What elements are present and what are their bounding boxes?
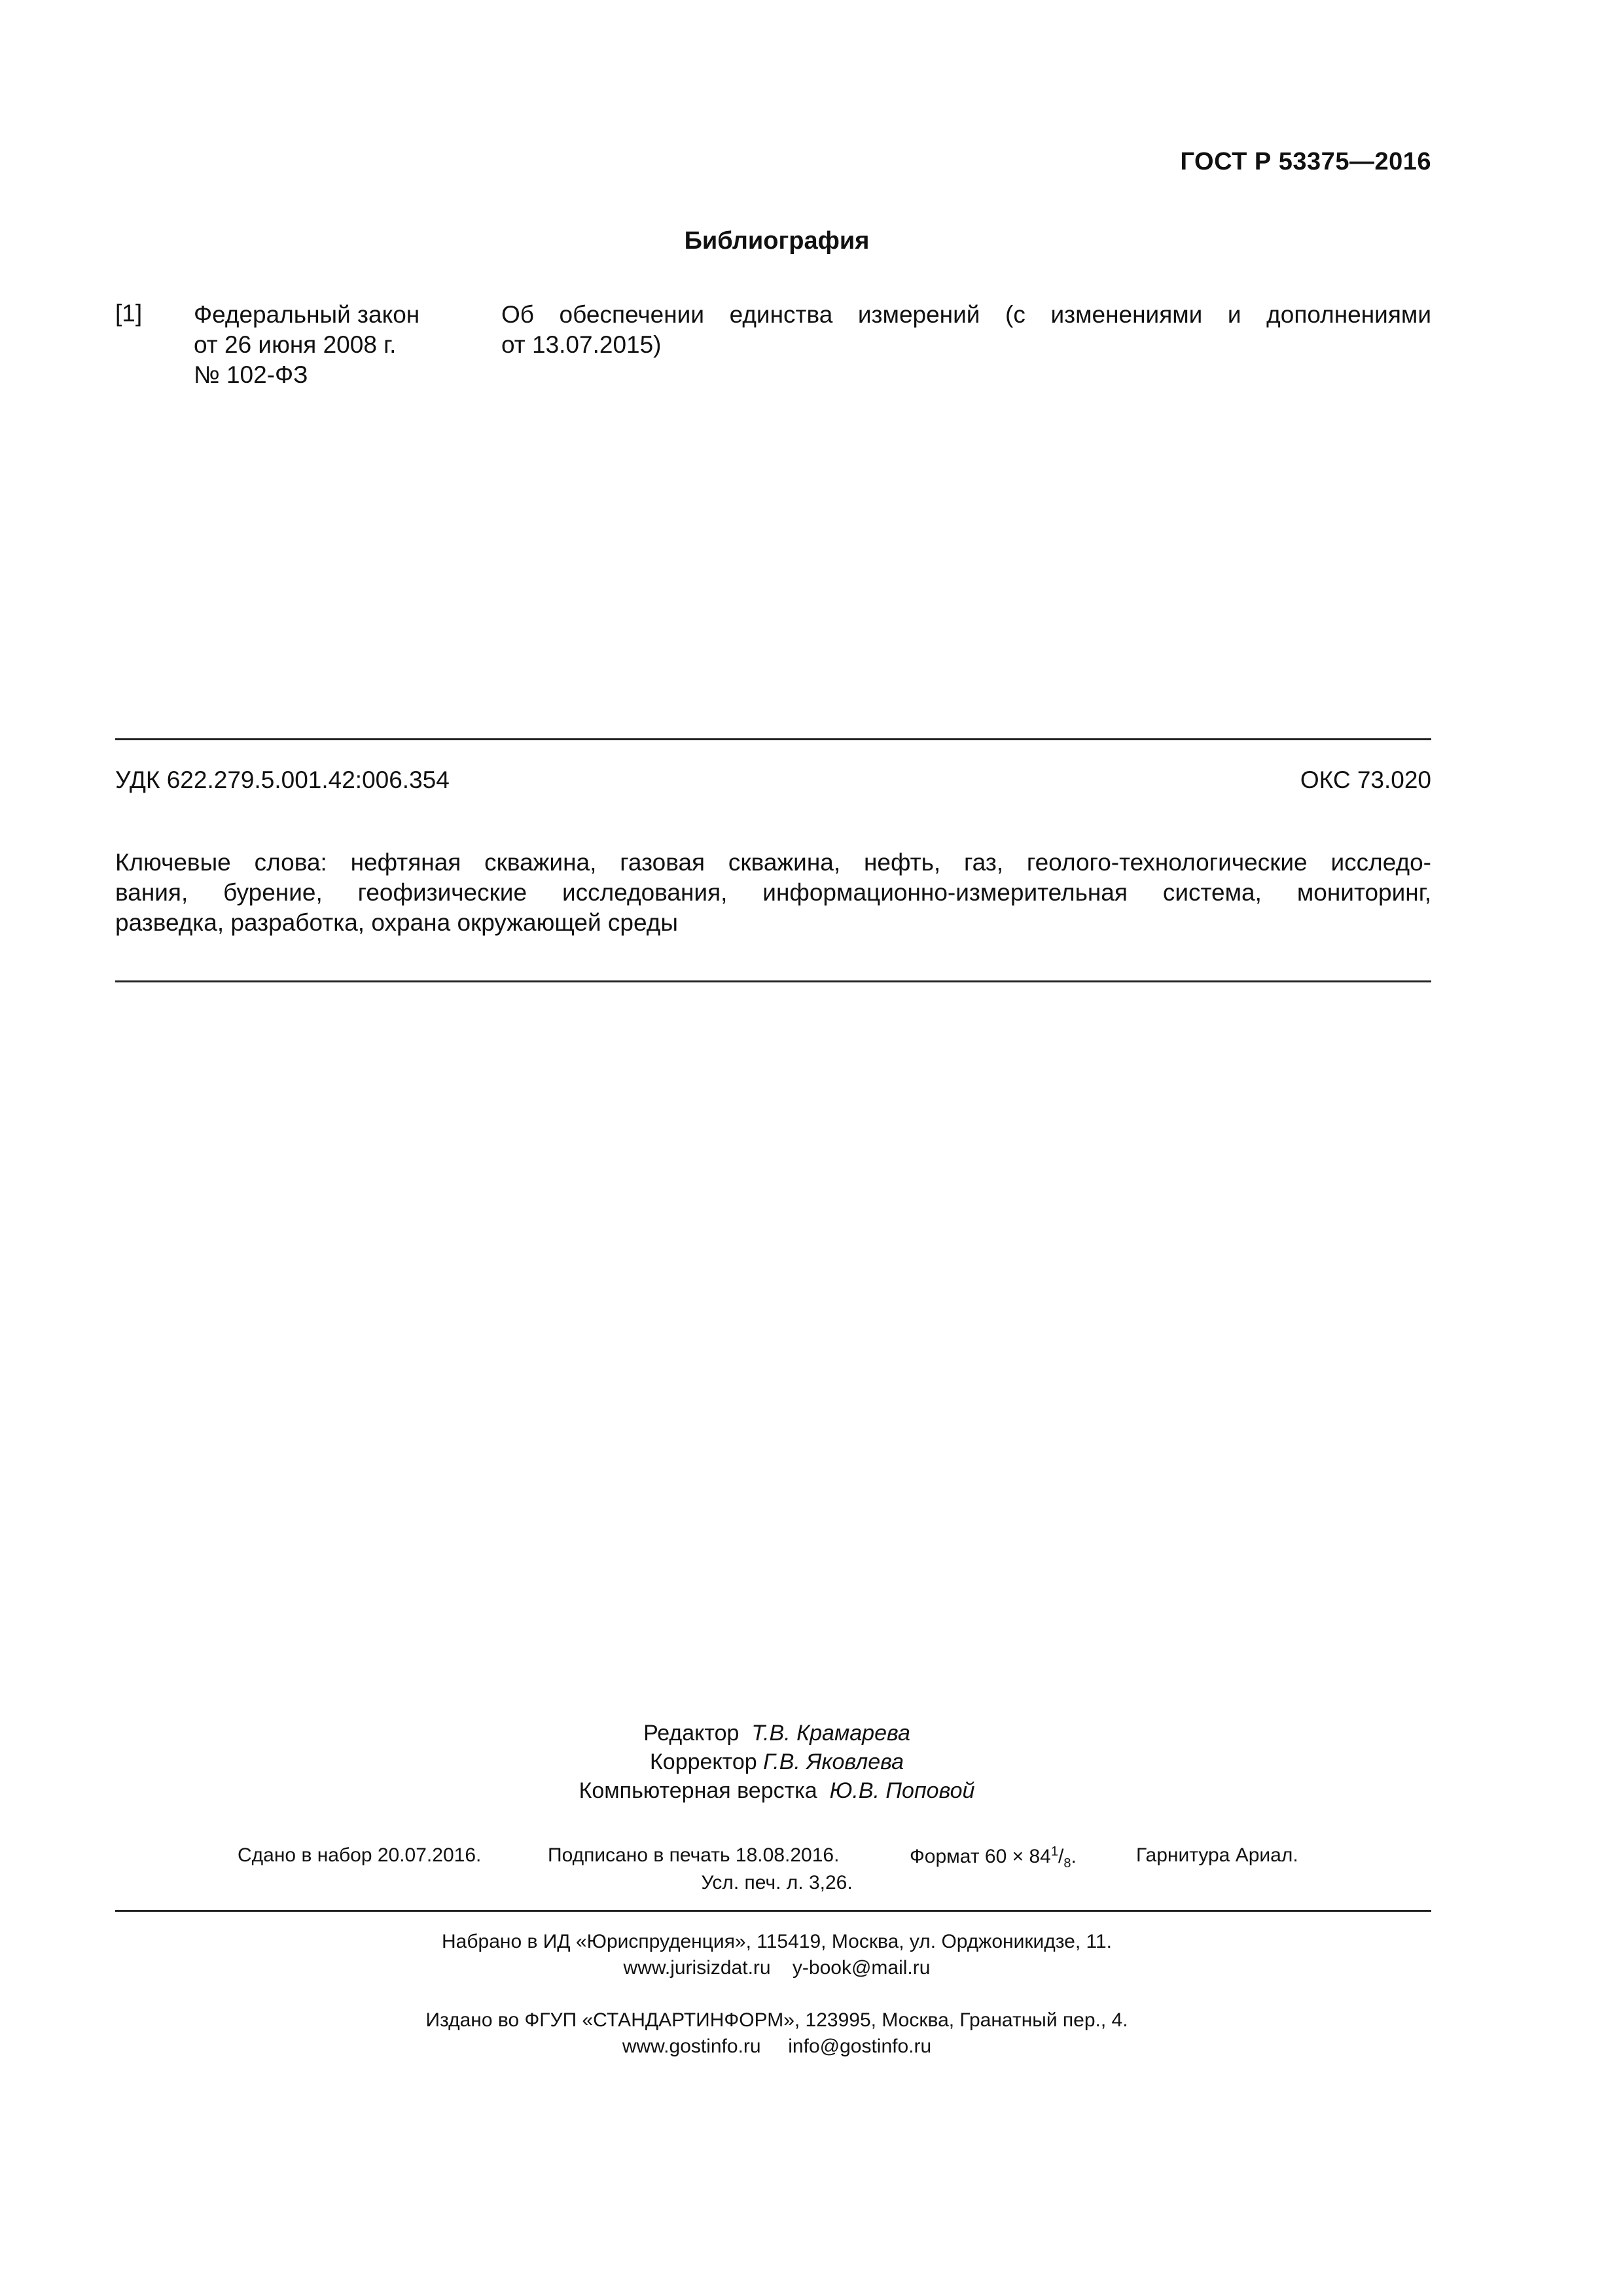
typeset-contacts: www.jurisizdat.ru y-book@mail.ru	[623, 1957, 931, 1979]
bibliography-entry-number: [1]	[115, 300, 143, 327]
description-line: Об обеспечении единства измерений (с изменениями и дополнениями	[501, 301, 1431, 328]
imprint-sheets: Усл. печ. л. 3,26.	[701, 1872, 853, 1893]
format-denominator: 8	[1063, 1856, 1071, 1871]
imprint-signed: Подписано в печать 18.08.2016.	[548, 1844, 840, 1866]
layout-line	[0, 1777, 1554, 1805]
publisher-contacts: www.gostinfo.ru info@gostinfo.ru	[622, 2036, 932, 2057]
source-line: № 102-ФЗ	[194, 361, 308, 388]
keywords-line: вания, бурение, геофизические исследования, информационно-измерительная система, мониторинг,	[115, 879, 1431, 906]
bibliography-title: Библиография	[684, 227, 870, 255]
corrector-line	[0, 1748, 1554, 1776]
divider-bottom	[115, 1910, 1431, 1912]
udk-code: УДК 622.279.5.001.42:006.354	[115, 766, 450, 793]
divider-middle	[115, 980, 1431, 982]
layout-name: Ю.В. Поповой	[829, 1778, 975, 1803]
imprint-format	[910, 1844, 1077, 1871]
description-line: от 13.07.2015)	[501, 331, 662, 358]
publisher-address: Издано во ФГУП «СТАНДАРТИНФОРМ», 123995, Москва, Гранатный пер., 4.	[425, 2009, 1128, 2031]
document-code: ГОСТ Р 53375—2016	[1180, 148, 1431, 175]
source-line: от 26 июня 2008 г.	[194, 331, 397, 358]
keywords-line: Ключевые слова: нефтяная скважина, газовая скважина, нефть, газ, геолого-технологические исследо-	[115, 849, 1431, 876]
bibliography-entry-description	[501, 300, 1431, 360]
divider-top	[115, 738, 1431, 740]
keywords	[115, 848, 1431, 938]
editor-label: Редактор	[643, 1721, 740, 1746]
format-prefix: Формат 60 × 84	[910, 1846, 1051, 1867]
oks-code: ОКС 73.020	[1300, 766, 1431, 793]
typeset-address: Набрано в ИД «Юриспруденция», 115419, Москва, ул. Орджоникидзе, 11.	[441, 1931, 1112, 1952]
corrector-label: Корректор	[649, 1749, 757, 1774]
imprint-font: Гарнитура Ариал.	[1136, 1844, 1298, 1866]
source-line: Федеральный закон	[194, 301, 420, 328]
editor-name: Т.В. Крамарева	[751, 1721, 910, 1746]
format-slash: /	[1058, 1846, 1064, 1867]
format-numerator: 1	[1050, 1844, 1058, 1859]
bibliography-entry-source	[194, 300, 482, 390]
keywords-line: разведка, разработка, охрана окружающей среды	[115, 909, 678, 936]
corrector-name: Г.В. Яковлева	[763, 1749, 904, 1774]
layout-label: Компьютерная верстка	[579, 1778, 817, 1803]
format-suffix: .	[1071, 1846, 1077, 1867]
imprint-sent: Сдано в набор 20.07.2016.	[238, 1844, 482, 1866]
editor-line	[0, 1719, 1554, 1748]
